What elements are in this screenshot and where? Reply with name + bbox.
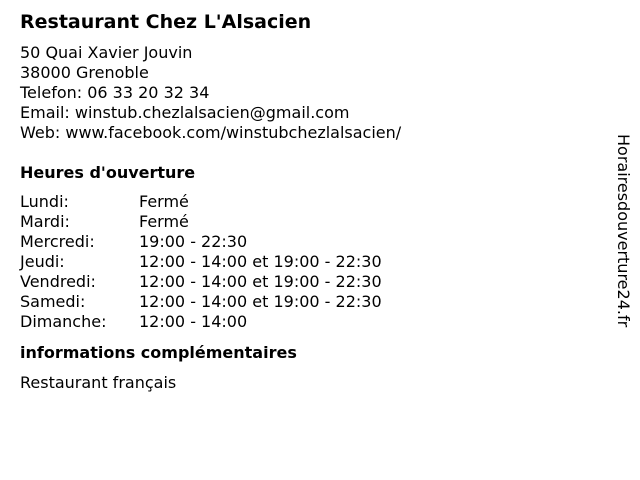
phone-number: Telefon: 06 33 20 32 34 — [20, 83, 210, 102]
street-address: 50 Quai Xavier Jouvin — [20, 43, 193, 62]
day-hours: 12:00 - 14:00 et 19:00 - 22:30 — [139, 272, 382, 291]
hours-row-tuesday — [20, 212, 600, 232]
day-hours: Fermé — [139, 212, 189, 231]
hours-row-thursday — [20, 252, 600, 272]
day-label: Jeudi: — [20, 252, 65, 271]
hours-row-saturday — [20, 292, 600, 312]
additional-info-heading: informations complémentaires — [20, 343, 297, 362]
opening-hours-table — [20, 192, 600, 332]
day-label: Vendredi: — [20, 272, 96, 291]
day-label: Samedi: — [20, 292, 86, 311]
hours-row-friday — [20, 272, 600, 292]
day-label: Dimanche: — [20, 312, 107, 331]
restaurant-name: Restaurant Chez L'Alsacien — [20, 11, 312, 33]
day-label: Mercredi: — [20, 232, 95, 251]
hours-row-wednesday — [20, 232, 600, 252]
website-url: Web: www.facebook.com/winstubchezlalsacien/ — [20, 123, 402, 142]
day-label: Lundi: — [20, 192, 69, 211]
day-hours: 19:00 - 22:30 — [139, 232, 248, 251]
day-hours: 12:00 - 14:00 et 19:00 - 22:30 — [139, 292, 382, 311]
day-label: Mardi: — [20, 212, 70, 231]
restaurant-type: Restaurant français — [20, 373, 177, 392]
restaurant-card — [20, 10, 600, 393]
hours-row-monday — [20, 192, 600, 212]
hours-row-sunday — [20, 312, 600, 332]
city-postcode: 38000 Grenoble — [20, 63, 149, 82]
day-hours: 12:00 - 14:00 — [139, 312, 248, 331]
email-address: Email: winstub.chezlalsacien@gmail.com — [20, 103, 350, 122]
opening-hours-heading: Heures d'ouverture — [20, 163, 196, 182]
day-hours: 12:00 - 14:00 et 19:00 - 22:30 — [139, 252, 382, 271]
site-watermark: Horairesdouverture24.fr — [614, 134, 633, 328]
day-hours: Fermé — [139, 192, 189, 211]
